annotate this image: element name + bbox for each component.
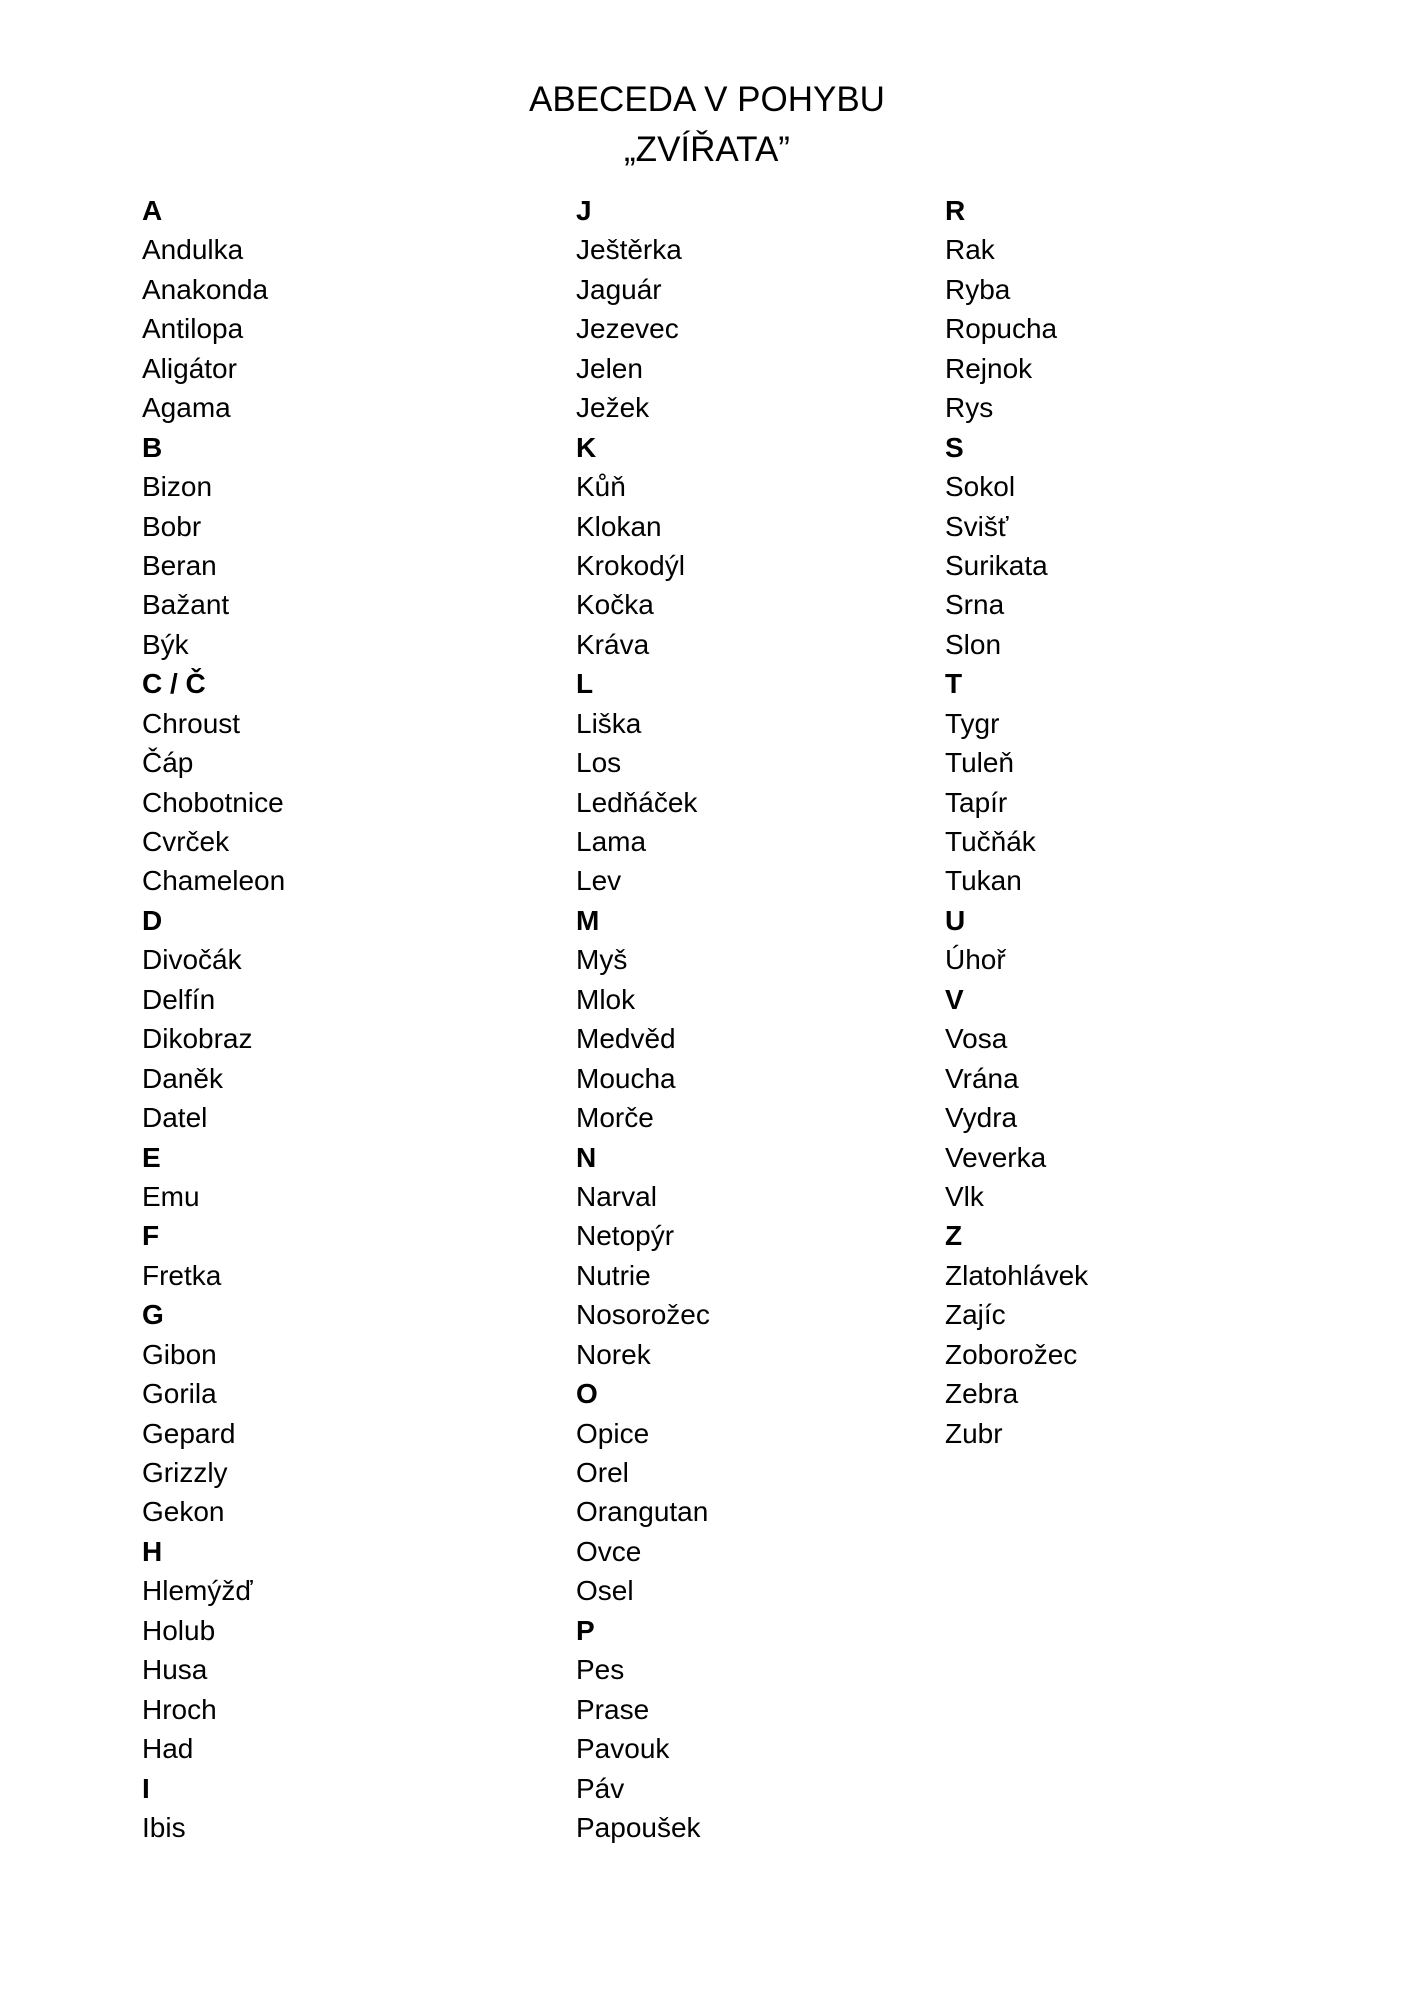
animal-name: Gibon xyxy=(142,1338,217,1370)
animal-name: Hlemýžď xyxy=(142,1575,253,1607)
animal-name: Chameleon xyxy=(142,865,286,897)
animal-name: Ledňáček xyxy=(576,786,698,818)
animal-name: Daněk xyxy=(142,1062,223,1094)
animal-name: Lev xyxy=(576,865,622,897)
animal-name: Medvěd xyxy=(576,1023,676,1055)
animal-name: Ibis xyxy=(142,1811,186,1843)
animal-name: Andulka xyxy=(142,234,244,266)
animal-name: Opice xyxy=(576,1417,650,1449)
animal-name: Delfín xyxy=(142,983,216,1015)
animal-name: Prase xyxy=(576,1693,650,1725)
animal-name: Vrána xyxy=(945,1062,1019,1094)
animal-name: Papoušek xyxy=(576,1811,701,1843)
animal-name: Moucha xyxy=(576,1062,676,1094)
animal-name: Slon xyxy=(945,628,1002,660)
letter-heading: F xyxy=(142,1220,160,1252)
letter-heading: L xyxy=(576,668,594,700)
letter-heading: P xyxy=(576,1614,595,1646)
animal-name: Zubr xyxy=(945,1417,1003,1449)
animal-name: Orangutan xyxy=(576,1496,709,1528)
letter-heading: N xyxy=(576,1141,597,1173)
letter-heading: A xyxy=(142,195,163,226)
animal-name: Datel xyxy=(142,1102,208,1134)
animal-name: Vosa xyxy=(945,1023,1008,1055)
letter-heading: D xyxy=(142,904,163,936)
animal-name: Zoborožec xyxy=(945,1338,1078,1370)
animal-name: Morče xyxy=(576,1102,654,1134)
letter-heading: U xyxy=(945,904,966,936)
animal-name: Pes xyxy=(576,1654,625,1686)
animal-name: Husa xyxy=(142,1654,208,1686)
animal-name: Rak xyxy=(945,234,995,266)
letter-heading: J xyxy=(576,195,592,226)
animal-name: Bobr xyxy=(142,510,202,542)
animal-name: Had xyxy=(142,1733,194,1765)
animal-name: Rejnok xyxy=(945,352,1033,384)
column-3 xyxy=(945,191,1285,1453)
animal-name: Tučňák xyxy=(945,826,1036,857)
animal-name: Gekon xyxy=(142,1496,225,1528)
animal-name: Myš xyxy=(576,944,628,976)
animal-name: Antilopa xyxy=(142,313,244,345)
letter-heading: B xyxy=(142,431,163,463)
animal-name: Vydra xyxy=(945,1102,1018,1134)
animal-name: Ještěrka xyxy=(576,234,682,266)
animal-name: Kůň xyxy=(576,471,626,503)
animal-name: Ježek xyxy=(576,392,650,424)
animal-name: Tapír xyxy=(945,786,1008,818)
letter-heading: O xyxy=(576,1378,598,1410)
animal-name: Liška xyxy=(576,707,642,739)
animal-name: Los xyxy=(576,747,622,779)
animal-name: Sokol xyxy=(945,471,1016,503)
animal-name: Aligátor xyxy=(142,352,237,384)
letter-heading: H xyxy=(142,1535,163,1567)
animal-name: Chobotnice xyxy=(142,786,284,818)
animal-name: Fretka xyxy=(142,1259,222,1291)
animal-name: Kočka xyxy=(576,589,654,621)
letter-heading: G xyxy=(142,1299,164,1331)
page-title: ABECEDA V POHYBU xyxy=(529,80,885,119)
animal-name: Osel xyxy=(576,1575,634,1607)
animal-name: Narval xyxy=(576,1180,657,1212)
animal-name: Orel xyxy=(576,1457,629,1488)
animal-name: Holub xyxy=(142,1614,216,1646)
animal-name: Krokodýl xyxy=(576,549,685,581)
animal-name: Hroch xyxy=(142,1693,217,1725)
animal-name: Býk xyxy=(142,628,189,660)
animal-name: Anakonda xyxy=(142,273,269,305)
animal-name: Dikobraz xyxy=(142,1023,253,1055)
animal-name: Zajíc xyxy=(945,1299,1006,1331)
animal-name: Nutrie xyxy=(576,1259,651,1291)
animal-name: Ryba xyxy=(945,273,1011,305)
animal-name: Norek xyxy=(576,1338,651,1370)
animal-name: Srna xyxy=(945,589,1005,621)
letter-heading: R xyxy=(945,195,966,226)
animal-name: Surikata xyxy=(945,549,1048,581)
animal-name: Gepard xyxy=(142,1417,236,1449)
column-2 xyxy=(576,191,916,1847)
animal-name: Páv xyxy=(576,1772,625,1804)
animal-name: Beran xyxy=(142,549,217,581)
animal-name: Tuleň xyxy=(945,747,1015,779)
animal-name: Zebra xyxy=(945,1378,1019,1410)
animal-name: Agama xyxy=(142,392,231,424)
animal-name: Divočák xyxy=(142,944,242,976)
animal-name: Ropucha xyxy=(945,313,1058,345)
animal-name: Veverka xyxy=(945,1141,1047,1173)
letter-heading: V xyxy=(945,983,964,1015)
letter-heading: E xyxy=(142,1141,161,1173)
animal-name: Zlatohlávek xyxy=(945,1259,1089,1291)
page-subtitle: „ZVÍŘATA” xyxy=(624,130,790,169)
animal-name: Tukan xyxy=(945,865,1022,897)
animal-name: Jaguár xyxy=(576,273,662,305)
letter-heading: I xyxy=(142,1772,150,1804)
letter-heading: K xyxy=(576,431,597,463)
animal-name: Vlk xyxy=(945,1180,984,1212)
animal-name: Cvrček xyxy=(142,826,230,857)
animal-name: Bizon xyxy=(142,471,213,503)
column-1 xyxy=(142,191,482,1847)
animal-name: Tygr xyxy=(945,707,1000,739)
letter-heading: T xyxy=(945,668,963,700)
animal-name: Pavouk xyxy=(576,1733,670,1765)
animal-name: Jelen xyxy=(576,352,643,384)
animal-name: Nosorožec xyxy=(576,1299,710,1331)
letter-heading: M xyxy=(576,904,600,936)
animal-name: Úhoř xyxy=(945,944,1006,976)
animal-name: Klokan xyxy=(576,510,662,542)
animal-name: Gorila xyxy=(142,1378,217,1410)
animal-name: Mlok xyxy=(576,983,636,1015)
animal-name: Rys xyxy=(945,392,994,424)
animal-name: Netopýr xyxy=(576,1220,675,1252)
animal-name: Lama xyxy=(576,826,647,857)
animal-name: Svišť xyxy=(945,510,1009,542)
animal-name: Čáp xyxy=(142,747,194,779)
animal-name: Ovce xyxy=(576,1535,642,1567)
letter-heading: S xyxy=(945,431,964,463)
animal-name: Emu xyxy=(142,1180,200,1212)
animal-name: Grizzly xyxy=(142,1457,228,1488)
animal-name: Kráva xyxy=(576,628,650,660)
animal-name: Jezevec xyxy=(576,313,679,345)
animal-name: Chroust xyxy=(142,707,241,739)
letter-heading: Z xyxy=(945,1220,963,1252)
animal-name: Bažant xyxy=(142,589,230,621)
letter-heading: C / Č xyxy=(142,668,206,700)
